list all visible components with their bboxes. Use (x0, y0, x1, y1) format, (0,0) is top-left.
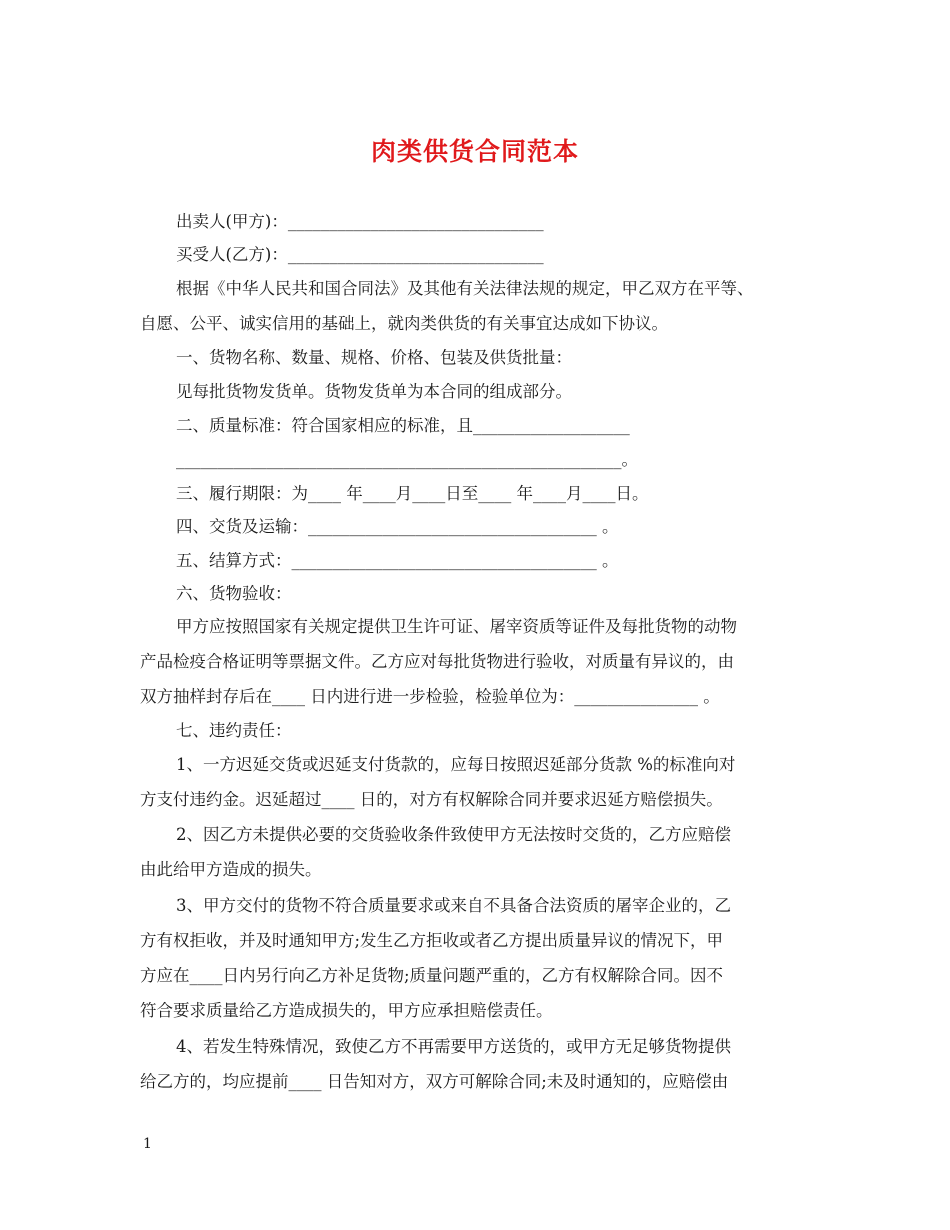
section-heading: 三、履行期限：为____ 年____月____日至____ 年____月____日。 (176, 484, 649, 503)
paragraph-line: 符合要求质量给乙方造成损失的，甲方应承担赔偿责任。 (140, 1001, 553, 1020)
paragraph-line: 双方抽样封存后在____ 日内进行进一步检验，检验单位为：_______________ 。 (140, 687, 720, 706)
paragraph-line: 根据《中华人民共和国合同法》及其他有关法律法规的规定，甲乙双方在平等、 (176, 279, 754, 298)
paragraph-line: 4、若发生特殊情况，致使乙方不再需要甲方送货的，或甲方无足够货物提供 (176, 1037, 731, 1056)
section-heading: 四、交货及运输：___________________________________ 。 (176, 517, 619, 536)
paragraph-line: 1、一方迟延交货或迟延支付货款的，应每日按照迟延部分货款 %的标准向对 (176, 755, 736, 774)
document-title: 肉类供货合同范本 (370, 137, 579, 166)
section-heading: 六、货物验收： (176, 584, 292, 603)
paragraph-line: 方支付违约金。迟延超过____ 日的，对方有权解除合同并要求迟延方赔偿损失。 (140, 790, 723, 809)
paragraph-line: 由此给甲方造成的损失。 (140, 860, 322, 879)
paragraph-line: 3、甲方交付的货物不符合质量要求或来自不具备合法资质的屠宰企业的，乙 (176, 896, 731, 915)
paragraph-line: 方有权拒收，并及时通知甲方;发生乙方拒收或者乙方提出质量异议的情况下，甲 (140, 931, 724, 950)
page-number: 1 (143, 1136, 152, 1152)
section-heading: 一、货物名称、数量、规格、价格、包装及供货批量： (176, 348, 572, 367)
paragraph-line: 甲方应按照国家有关规定提供卫生许可证、屠宰资质等证件及每批货物的动物 (176, 617, 737, 636)
paragraph-line: 2、因乙方未提供必要的交货验收条件致使甲方无法按时交货的，乙方应赔偿 (176, 825, 731, 844)
paragraph-line: 自愿、公平、诚实信用的基础上，就肉类供货的有关事宜达成如下协议。 (140, 314, 668, 333)
paragraph-line: 产品检疫合格证明等票据文件。乙方应对每批货物进行验收，对质量有异议的，由 (140, 652, 734, 671)
blank-line: ______________________________________________________。 (176, 450, 638, 469)
buyer-line: 买受人(乙方)：_______________________________ (176, 245, 544, 264)
paragraph-line: 方应在____日内另行向乙方补足货物;质量问题严重的，乙方有权解除合同。因不 (140, 966, 724, 985)
section-heading: 二、质量标准：符合国家相应的标准，且___________________ (176, 416, 630, 435)
section-heading: 七、违约责任： (176, 721, 292, 740)
paragraph-line: 见每批货物发货单。货物发货单为本合同的组成部分。 (176, 382, 572, 401)
section-heading: 五、结算方式：_____________________________________ 。 (176, 551, 619, 570)
paragraph-line: 给乙方的，均应提前____ 日告知对方，双方可解除合同;未及时通知的，应赔偿由 (140, 1072, 729, 1091)
seller-line: 出卖人(甲方)：_______________________________ (176, 212, 544, 231)
